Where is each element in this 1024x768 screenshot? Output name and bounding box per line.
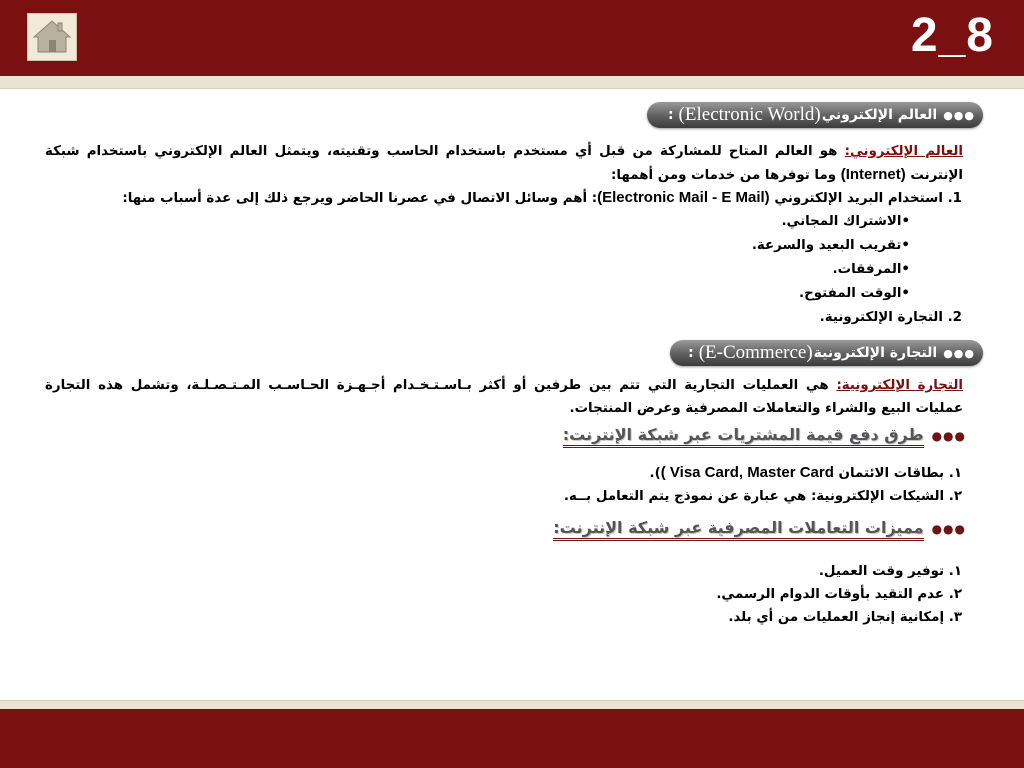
banner-title-arabic: العالم الإلكتروني	[821, 107, 938, 123]
section-banner-e-commerce	[670, 340, 983, 366]
subheading-text: طرق دفع قيمة المشتريات عبر شبكة الإنترنت:	[563, 425, 924, 448]
list-item-credit-cards	[650, 462, 962, 485]
list-item: ٣. إمكانية إنجاز العمليات من أي بلد.	[728, 610, 962, 625]
bullet-item: •الوقت المفتوح.	[798, 286, 910, 301]
banner-title-english: (E-Commerce)	[698, 342, 813, 363]
header-stripe	[0, 76, 1024, 89]
list-item: ١. توفير وقت العميل.	[818, 564, 962, 579]
banner-colon: :	[667, 107, 674, 123]
latin-term: ( Visa Card, Master Card	[660, 464, 834, 481]
definition-tail: وما توفرها من خدمات ومن أهمها:	[611, 168, 841, 183]
item-number: ١.	[948, 466, 962, 481]
subheading-text: مميزات التعاملات المصرفية عبر شبكة الإنترنت:	[553, 518, 923, 541]
banner-title-arabic: التجارة الإلكترونية	[813, 345, 938, 361]
list-item-email	[122, 187, 962, 210]
banner-colon: :	[688, 345, 694, 361]
bullet-dots: ●●●	[931, 522, 966, 536]
subheading-payment-methods	[563, 424, 966, 448]
house-icon	[28, 14, 76, 60]
bullet-dots: ●●●	[943, 108, 975, 122]
bullet-item: •الاشتراك المجاني.	[781, 214, 910, 229]
footer-bar	[0, 709, 1024, 768]
item-tail: ).	[649, 466, 661, 481]
definition-text: هي العمليات التجارية التي تتم بين طرفين أو أكثر بـاسـتـخـدام أجـهـزة الحـاسـب المـتـصـلـة، وتشمل هذه التجارة عمليات البيع والشراء والتعاملات المصرفية وعرض المنتجات.	[45, 378, 963, 416]
item-text: استخدام البريد الإلكتروني	[769, 191, 948, 206]
item-tail: : أهم وسائل الاتصال في عصرنا الحاضر ويرجع ذلك إلى عدة أسباب منها:	[122, 191, 598, 206]
list-item: ٢. عدم التقيد بأوقات الدوام الرسمي.	[716, 587, 962, 602]
item-number: 1.	[947, 191, 962, 206]
header-bar	[0, 0, 1024, 76]
slide-number: 2_8	[910, 9, 994, 62]
list-item-e-cheques: ٢. الشيكات الإلكترونية: هي عبارة عن نموذج يتم التعامل بــه.	[563, 489, 962, 504]
defined-term: العالم الإلكتروني:	[844, 144, 963, 159]
latin-term: (Internet)	[840, 166, 906, 183]
definition-electronic-world	[45, 140, 963, 187]
defined-term: التجارة الإلكترونية:	[836, 378, 963, 393]
bullet-dots: ●●●	[943, 346, 975, 360]
bullet-item: •المرفقات.	[832, 262, 910, 277]
definition-text: هو العالم المتاح للمشاركة من قبل أي مستخدم باستخدام الحاسب وتقنيته، ويتمثل العالم الإلكتروني باستخدام شبكة الإنترنت	[45, 144, 963, 183]
home-button[interactable]	[27, 13, 77, 61]
item-text: بطاقات الائتمان	[833, 466, 949, 481]
subheading-banking-advantages	[553, 517, 966, 541]
list-item-ecommerce: 2. التجارة الإلكترونية.	[819, 310, 962, 325]
latin-term: (Electronic Mail - E Mail)	[597, 189, 770, 206]
banner-title-english: (Electronic World)	[678, 104, 821, 125]
bullet-item: •تقريب البعيد والسرعة.	[751, 238, 910, 253]
section-banner-electronic-world	[647, 102, 983, 128]
bullet-dots: ●●●	[931, 429, 966, 443]
definition-e-commerce	[45, 374, 963, 420]
